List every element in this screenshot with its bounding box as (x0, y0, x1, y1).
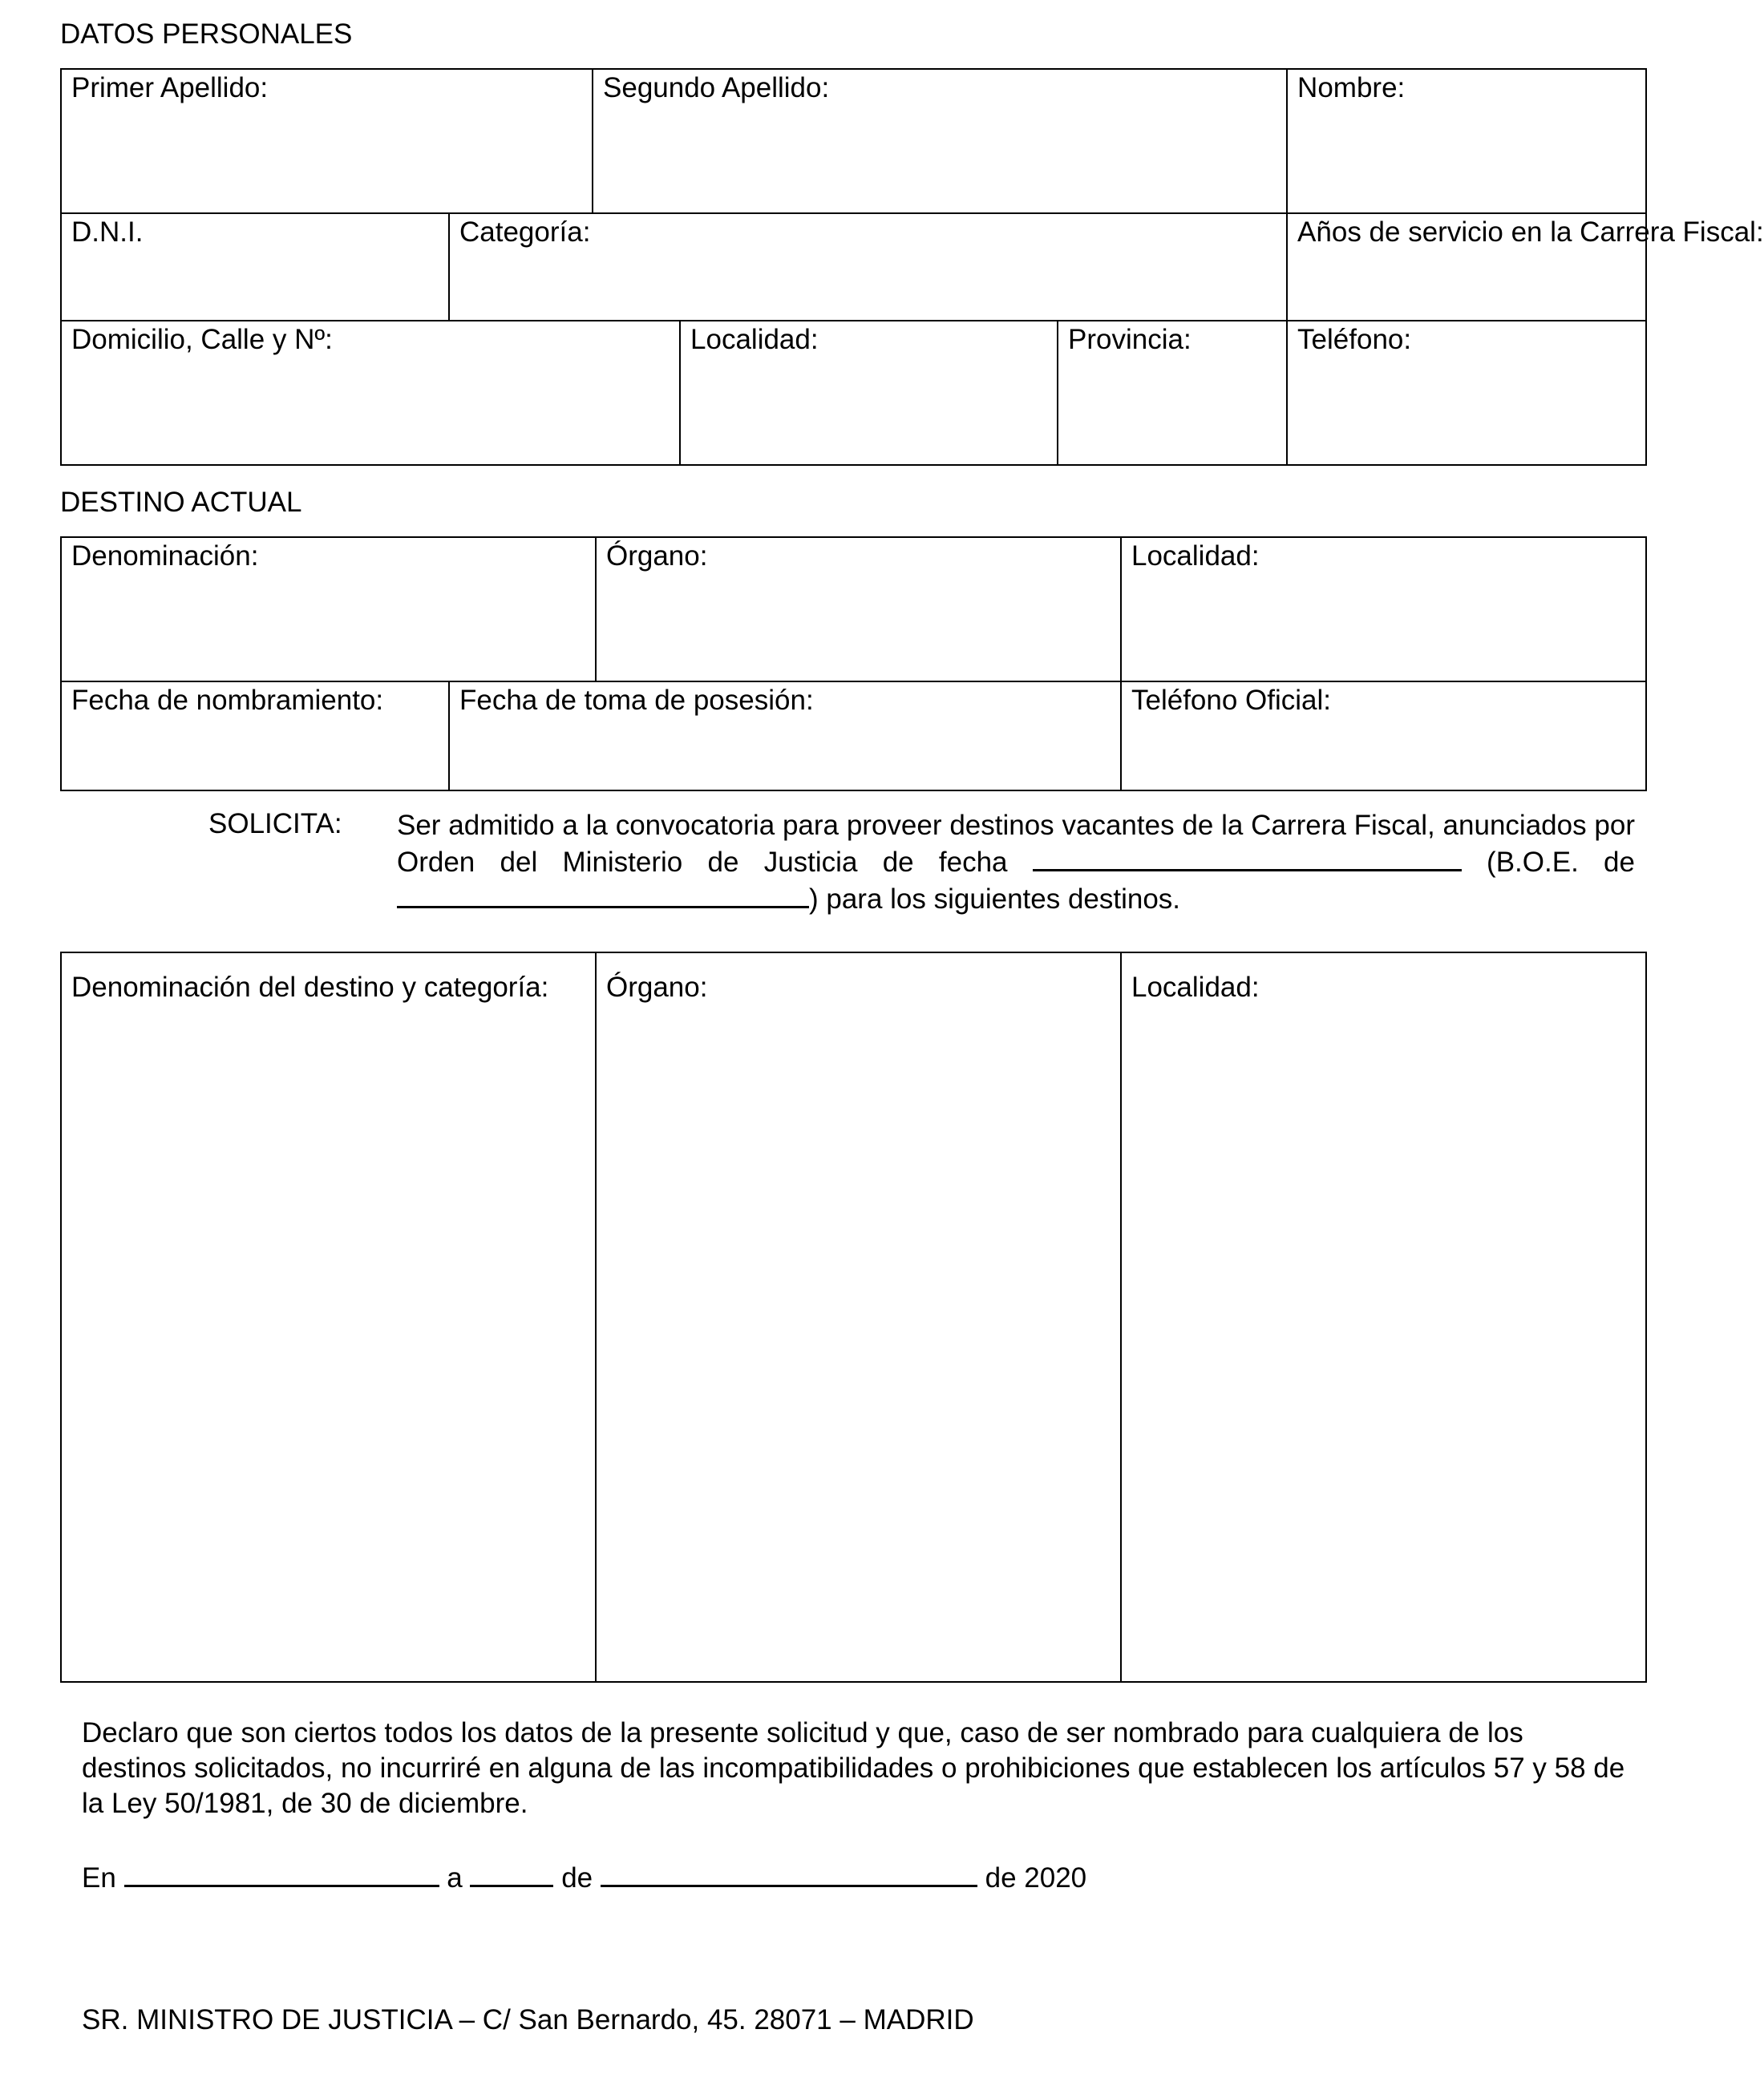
field-primer-apellido[interactable] (61, 69, 593, 213)
en-label: En (82, 1862, 116, 1894)
fecha-orden-blank[interactable] (1033, 848, 1462, 871)
declaration-text: Declaro que son ciertos todos los datos de la presente solicitud y que, caso de ser nombrado para cualquiera de los destinos solicitados, no incurriré en alguna de las incompatibilidades o prohibiciones que establecen los artículos 57 y 58 de la Ley 50/1981, de 30 de diciembre. (82, 1717, 1625, 1819)
footer-address: SR. MINISTRO DE JUSTICIA – C/ San Bernardo, 45. 28071 – MADRID (82, 2004, 974, 2035)
solicita-text-3: ) para los siguientes destinos. (809, 883, 1181, 915)
label-telefono: Teléfono: (1297, 324, 1412, 355)
label-categoria: Categoría: (459, 216, 591, 248)
label-nombre: Nombre: (1297, 72, 1406, 103)
field-fecha-nombramiento[interactable] (61, 681, 449, 790)
field-telefono-oficial[interactable] (1121, 681, 1646, 790)
label-domicilio: Domicilio, Calle y Nº: (71, 324, 333, 355)
label-anos-servicio: Años de servicio en la Carrera Fiscal: (1297, 216, 1764, 248)
field-segundo-apellido[interactable] (593, 69, 1287, 213)
field-localidad-destino[interactable] (1121, 537, 1646, 681)
field-localidad-personal[interactable] (680, 321, 1058, 465)
destino-actual-title: DESTINO ACTUAL (60, 487, 302, 518)
place-blank[interactable] (124, 1864, 439, 1887)
field-dni[interactable] (61, 213, 449, 321)
label-denominacion: Denominación: (71, 540, 259, 572)
field-fecha-posesion[interactable] (449, 681, 1121, 790)
year-label: de 2020 (985, 1862, 1087, 1894)
destino-organo-column[interactable] (596, 952, 1121, 1682)
field-provincia[interactable] (1058, 321, 1287, 465)
label-primer-apellido: Primer Apellido: (71, 72, 269, 103)
label-localidad-destino: Localidad: (1131, 540, 1260, 572)
label-telefono-oficial: Teléfono Oficial: (1131, 685, 1332, 716)
field-categoria[interactable] (449, 213, 1287, 321)
destino-localidad-column[interactable] (1121, 952, 1646, 1682)
datos-personales-title: DATOS PERSONALES (60, 18, 353, 50)
header-organo: Órgano: (606, 972, 708, 1003)
label-organo: Órgano: (606, 540, 708, 572)
header-localidad: Localidad: (1131, 972, 1260, 1003)
day-blank[interactable] (470, 1864, 553, 1887)
solicita-paragraph (397, 807, 1635, 918)
field-telefono[interactable] (1287, 321, 1646, 465)
field-nombre[interactable] (1287, 69, 1646, 213)
solicita-text-1: Ser admitido a la convocatoria para proveer destinos vacantes de la Carrera Fiscal, anunciados por Orden del Ministerio de Justicia de fecha (397, 810, 1635, 878)
field-domicilio[interactable] (61, 321, 680, 465)
label-provincia: Provincia: (1068, 324, 1192, 355)
field-denominacion[interactable] (61, 537, 596, 681)
de-label: de (561, 1862, 593, 1894)
destino-actual-table (60, 536, 1647, 791)
place-date-line (82, 1862, 1086, 1895)
field-organo[interactable] (596, 537, 1121, 681)
field-anos-servicio[interactable] (1287, 213, 1764, 321)
label-segundo-apellido: Segundo Apellido: (603, 72, 830, 103)
destinos-table (60, 952, 1647, 1683)
datos-personales-table (60, 68, 1764, 466)
solicita-text-2: (B.O.E. de (1487, 847, 1635, 878)
a-label: a (447, 1862, 463, 1894)
destino-denominacion-column[interactable] (61, 952, 596, 1682)
label-fecha-posesion: Fecha de toma de posesión: (459, 685, 814, 716)
solicita-label: SOLICITA: (208, 808, 342, 839)
fecha-boe-blank[interactable] (397, 885, 809, 908)
label-fecha-nombramiento: Fecha de nombramiento: (71, 685, 384, 716)
label-localidad-personal: Localidad: (690, 324, 819, 355)
month-blank[interactable] (601, 1864, 977, 1887)
header-denominacion-destino: Denominación del destino y categoría: (71, 972, 549, 1003)
label-dni: D.N.I. (71, 216, 144, 248)
